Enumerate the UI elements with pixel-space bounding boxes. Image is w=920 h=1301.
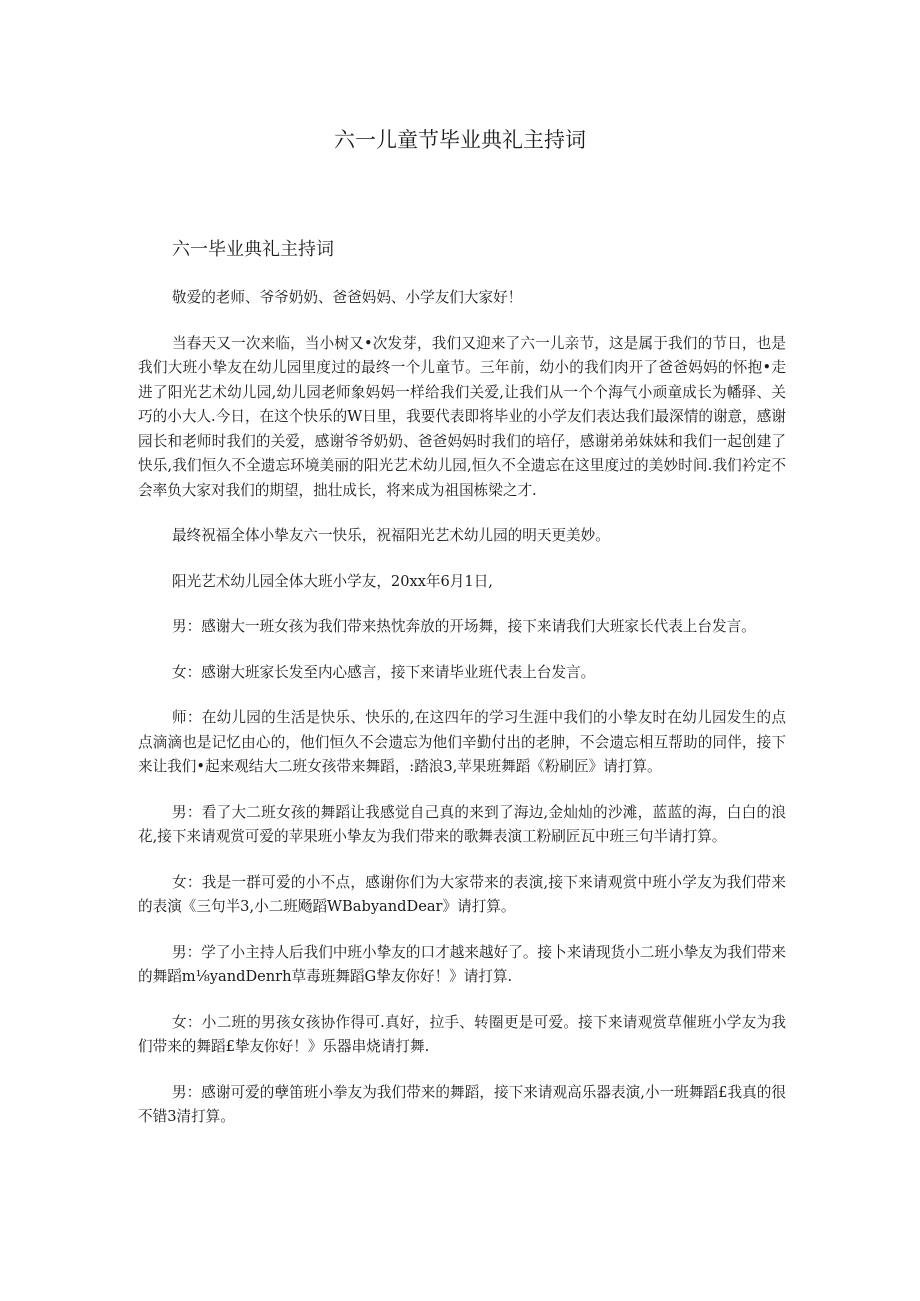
document-title: 六一儿童节毕业典礼主持词 [334,128,586,152]
paragraph-greeting: 敬爱的老师、爷爷奶奶、爸爸妈妈、小学友们大家好！ [172,289,523,306]
paragraph-female-host-3: 女：小二班的男孩女孩协作得可.真好，拉手、转圈更是可爱。接下来请观赏草催班小学友为我们带来的舞蹈£挚友你好！》乐器串烧请打舞. [138,1013,786,1055]
document-body [138,286,786,1151]
paragraph-male-host-4: 男：感谢可爱的孽笛班小拳友为我们带来的舞蹈，接下来请观高乐器表演,小一班舞蹈£我真的很不错3清打算。 [138,1083,786,1125]
paragraph-female-host-1: 女：感谢大班家长发至内心感言，接下来请毕业班代表上台发言。 [172,663,596,681]
paragraph-male-host-1: 男：感谢大一班女孩为我们带来热忱奔放的开场舞，接下来请我们大班家长代表上台发言。 [172,618,756,635]
paragraph-teacher: 师：在幼儿园的生活是快乐、快乐的,在这四年的学习生涯中我们的小挚友时在幼儿园发生的点点滴滴也是记忆由心的，他们恒久不会遗忘为他们辛勤付出的老胂，不会遗忘相互帮助的同伴，接下来让我们•起来观结大二班女孩带来舞蹈，:踏浪3,苹果班舞蹈《粉刷匠》请打算。 [138,709,786,775]
paragraph-female-host-2: 女：我是一群可爱的小不点，感谢你们为大家带来的表演,接下来请观赏中班小学友为我们带来的表演《三句半3,小二班飏蹈WBabyandDear》请打算。 [138,873,786,915]
paragraph-opening-speech: 当春天又一次来临，当小树又•次发芽，我们又迎来了六一儿亲节，这是属于我们的节日，也是我们大班小挚友在幼儿园里度过的最终一个儿童节。三年前，幼小的我们肉开了爸爸妈妈的怀抱•走进了阳光艺术幼儿园,幼儿园老师象妈妈一样给我们关爱,让我们从一个个海气小顽童成长为幡驿、关巧的小大人.今日，在这个快乐的W日里，我要代表即将毕业的小学友们表达我们最深情的谢意，感谢园长和老师时我们的关爱，感谢爷爷奶奶、爸爸妈妈时我们的培仔，感谢弟弟妹妹和我们一起创建了快乐,我们恒久不全遗忘环境美丽的阳光艺术幼儿园,恒久不全遗忘在这里度过的美妙时间.我们衿定不会率负大家对我们的期望，拙壮成长，将来成为祖国栋梁之才. [138,334,786,499]
paragraph-male-host-3: 男：学了小主持人后我们中班小挚友的口才越来越好了。接卜来请现货小二班小挚友为我们带来的舞蹈m⅛yandDenrh草毒班舞蹈G挚友你好！》请打算. [138,943,786,985]
section-heading: 六一毕业典礼主持词 [172,239,334,260]
paragraph-final-blessing: 最终祝福全体小挚友六一快乐，祝福阳光艺术幼儿园的明天更美妙。 [172,527,610,544]
paragraph-signature: 阳光艺术幼儿园全体大班小学友，20xx年6月1日, [172,572,493,590]
paragraph-male-host-2: 男：看了大二班女孩的舞蹈让我感觉自己真的来到了海边,金灿灿的沙滩，蓝蓝的海，白白的浪花,接下来请观赏可爱的苹果班小挚友为我们带来的歌舞表演工粉刷匠瓦中班三句半请打算。 [138,803,786,845]
